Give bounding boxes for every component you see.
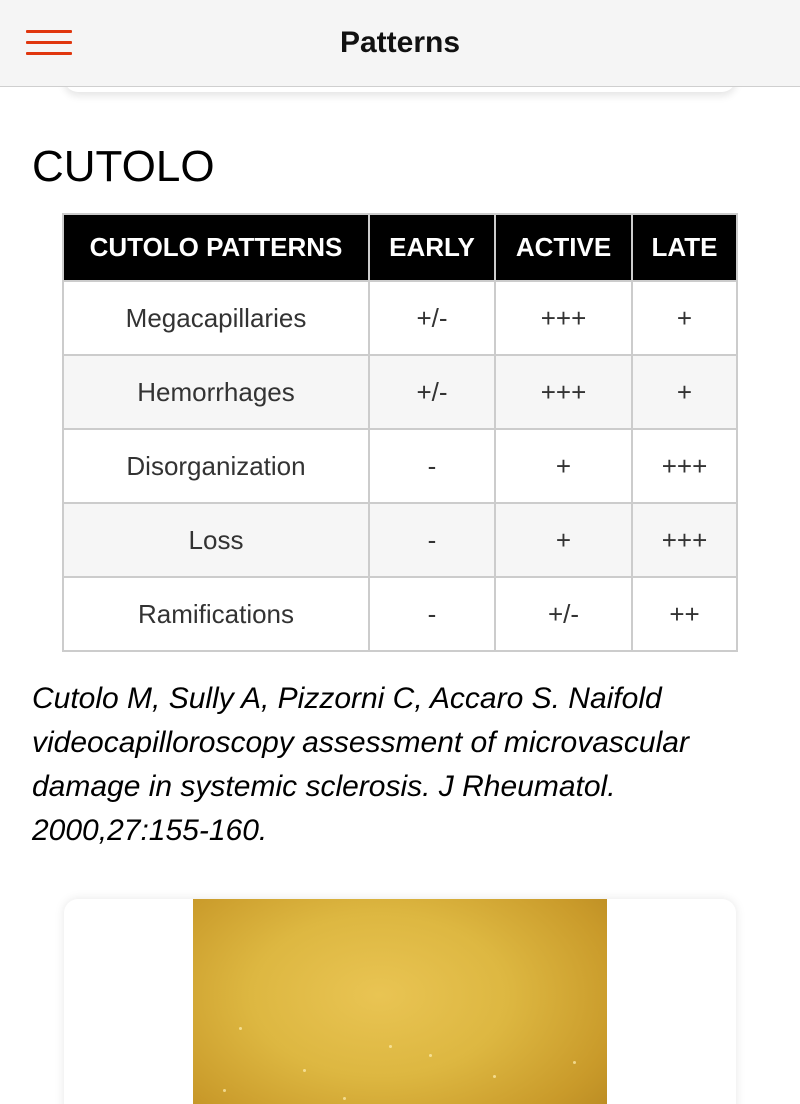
active-value: + [495,503,632,577]
active-value: +/- [495,577,632,651]
table-row [63,503,737,577]
header-active: ACTIVE [495,214,632,281]
row-label: Loss [63,503,369,577]
row-label: Disorganization [63,429,369,503]
citation-text: Cutolo M, Sully A, Pizzorni C, Accaro S. Naifold videocapilloroscopy assessment of microvascular damage in systemic sclerosis. J Rheumatol. 2000,27:155-160. [32,682,689,847]
row-label: Hemorrhages [63,355,369,429]
late-value: +++ [632,429,737,503]
late-value: ++ [632,577,737,651]
page-title: Patterns [339,26,461,59]
table-row [63,577,737,651]
capillaroscopy-image[interactable] [193,899,607,1104]
early-value: +/- [369,281,495,355]
late-value: + [632,281,737,355]
early-value: - [369,429,495,503]
header-cutolo-patterns: CUTOLO PATTERNS [63,214,369,281]
cutolo-patterns-table [62,213,738,652]
table-header-row [63,214,737,281]
app-bar [0,0,800,87]
section-title: CUTOLO [32,142,215,191]
header-late: LATE [632,214,737,281]
active-value: +++ [495,281,632,355]
row-label: Megacapillaries [63,281,369,355]
row-label: Ramifications [63,577,369,651]
header-early: EARLY [369,214,495,281]
early-value: +/- [369,355,495,429]
active-value: + [495,429,632,503]
early-value: - [369,503,495,577]
early-value: - [369,577,495,651]
table-row [63,355,737,429]
late-value: + [632,355,737,429]
table-row [63,429,737,503]
image-card[interactable] [64,899,736,1104]
late-value: +++ [632,503,737,577]
active-value: +++ [495,355,632,429]
table-row [63,281,737,355]
